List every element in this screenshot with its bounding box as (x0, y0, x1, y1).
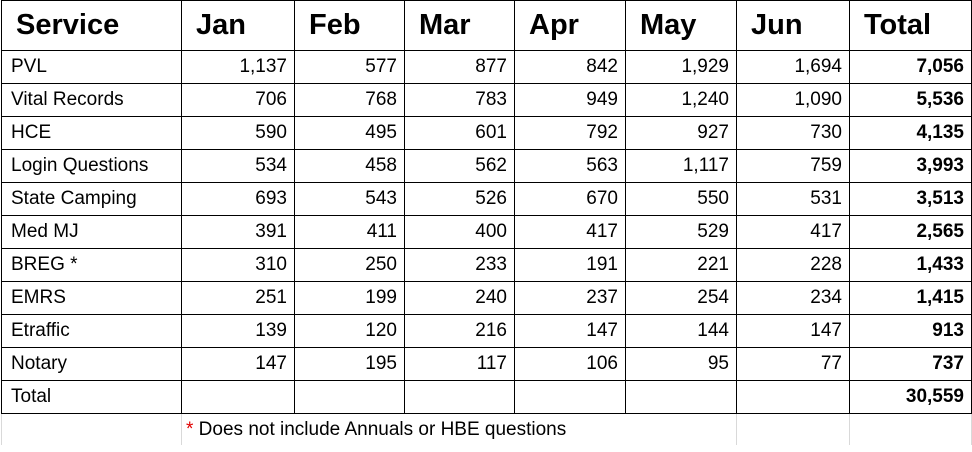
service-stats-table (1, 0, 972, 445)
month-value-cell: 310 (182, 249, 295, 282)
footnote-marker: * (186, 418, 194, 440)
month-value-cell: 577 (295, 51, 405, 84)
row-total-cell: 5,536 (850, 84, 972, 117)
month-value-cell: 601 (405, 117, 515, 150)
month-value-cell: 759 (737, 150, 850, 183)
month-value-cell: 877 (405, 51, 515, 84)
month-value-cell: 730 (737, 117, 850, 150)
month-value-cell: 563 (515, 150, 626, 183)
header-service: Service (2, 1, 182, 51)
total-row-empty-cell (626, 381, 737, 414)
month-value-cell: 147 (515, 315, 626, 348)
table-row (2, 51, 972, 84)
footnote-empty-cell (850, 414, 972, 446)
month-value-cell: 234 (737, 282, 850, 315)
month-value-cell: 391 (182, 216, 295, 249)
total-row-empty-cell (737, 381, 850, 414)
table-row (2, 348, 972, 381)
row-total-cell: 1,433 (850, 249, 972, 282)
month-value-cell: 550 (626, 183, 737, 216)
month-value-cell: 251 (182, 282, 295, 315)
month-value-cell: 147 (737, 315, 850, 348)
total-row-empty-cell (515, 381, 626, 414)
month-value-cell: 144 (626, 315, 737, 348)
month-value-cell: 562 (405, 150, 515, 183)
month-value-cell: 1,117 (626, 150, 737, 183)
month-value-cell: 417 (737, 216, 850, 249)
month-value-cell: 927 (626, 117, 737, 150)
row-total-cell: 1,415 (850, 282, 972, 315)
row-total-cell: 2,565 (850, 216, 972, 249)
month-value-cell: 529 (626, 216, 737, 249)
month-value-cell: 534 (182, 150, 295, 183)
header-jan: Jan (182, 1, 295, 51)
header-total: Total (850, 1, 972, 51)
month-value-cell: 400 (405, 216, 515, 249)
month-value-cell: 768 (295, 84, 405, 117)
service-name-cell: EMRS (2, 282, 182, 315)
table-row (2, 117, 972, 150)
table-row (2, 216, 972, 249)
row-total-cell: 737 (850, 348, 972, 381)
month-value-cell: 543 (295, 183, 405, 216)
month-value-cell: 1,240 (626, 84, 737, 117)
month-value-cell: 417 (515, 216, 626, 249)
service-name-cell: Med MJ (2, 216, 182, 249)
header-mar: Mar (405, 1, 515, 51)
table-body (2, 51, 972, 446)
month-value-cell: 458 (295, 150, 405, 183)
month-value-cell: 139 (182, 315, 295, 348)
footnote-empty-cell (737, 414, 850, 446)
row-total-cell: 913 (850, 315, 972, 348)
month-value-cell: 195 (295, 348, 405, 381)
total-row (2, 381, 972, 414)
footnote-text: Does not include Annuals or HBE questions (193, 418, 567, 440)
header-row (2, 1, 972, 51)
service-name-cell: Etraffic (2, 315, 182, 348)
month-value-cell: 590 (182, 117, 295, 150)
month-value-cell: 842 (515, 51, 626, 84)
month-value-cell: 199 (295, 282, 405, 315)
service-name-cell: HCE (2, 117, 182, 150)
month-value-cell: 1,929 (626, 51, 737, 84)
month-value-cell: 792 (515, 117, 626, 150)
month-value-cell: 216 (405, 315, 515, 348)
header-may: May (626, 1, 737, 51)
month-value-cell: 95 (626, 348, 737, 381)
month-value-cell: 240 (405, 282, 515, 315)
footnote-cell (182, 414, 737, 446)
total-row-empty-cell (182, 381, 295, 414)
month-value-cell: 191 (515, 249, 626, 282)
month-value-cell: 233 (405, 249, 515, 282)
month-value-cell: 495 (295, 117, 405, 150)
header-jun: Jun (737, 1, 850, 51)
month-value-cell: 147 (182, 348, 295, 381)
month-value-cell: 117 (405, 348, 515, 381)
row-total-cell: 7,056 (850, 51, 972, 84)
row-total-cell: 3,513 (850, 183, 972, 216)
service-name-cell: Notary (2, 348, 182, 381)
month-value-cell: 250 (295, 249, 405, 282)
month-value-cell: 77 (737, 348, 850, 381)
grand-total-cell: 30,559 (850, 381, 972, 414)
month-value-cell: 228 (737, 249, 850, 282)
month-value-cell: 531 (737, 183, 850, 216)
month-value-cell: 411 (295, 216, 405, 249)
row-total-cell: 3,993 (850, 150, 972, 183)
month-value-cell: 526 (405, 183, 515, 216)
service-name-cell: BREG * (2, 249, 182, 282)
month-value-cell: 237 (515, 282, 626, 315)
table-row (2, 183, 972, 216)
service-name-cell: Login Questions (2, 150, 182, 183)
header-apr: Apr (515, 1, 626, 51)
table-row (2, 150, 972, 183)
month-value-cell: 706 (182, 84, 295, 117)
month-value-cell: 221 (626, 249, 737, 282)
total-row-label: Total (2, 381, 182, 414)
month-value-cell: 1,137 (182, 51, 295, 84)
row-total-cell: 4,135 (850, 117, 972, 150)
total-row-empty-cell (295, 381, 405, 414)
table-row (2, 84, 972, 117)
month-value-cell: 1,090 (737, 84, 850, 117)
month-value-cell: 120 (295, 315, 405, 348)
service-name-cell: Vital Records (2, 84, 182, 117)
month-value-cell: 783 (405, 84, 515, 117)
total-row-empty-cell (405, 381, 515, 414)
month-value-cell: 670 (515, 183, 626, 216)
service-name-cell: State Camping (2, 183, 182, 216)
month-value-cell: 254 (626, 282, 737, 315)
month-value-cell: 1,694 (737, 51, 850, 84)
month-value-cell: 106 (515, 348, 626, 381)
footnote-row (2, 414, 972, 446)
month-value-cell: 949 (515, 84, 626, 117)
service-name-cell: PVL (2, 51, 182, 84)
table-row (2, 282, 972, 315)
table-row (2, 315, 972, 348)
header-feb: Feb (295, 1, 405, 51)
footnote-empty-cell (2, 414, 182, 446)
table-row (2, 249, 972, 282)
month-value-cell: 693 (182, 183, 295, 216)
